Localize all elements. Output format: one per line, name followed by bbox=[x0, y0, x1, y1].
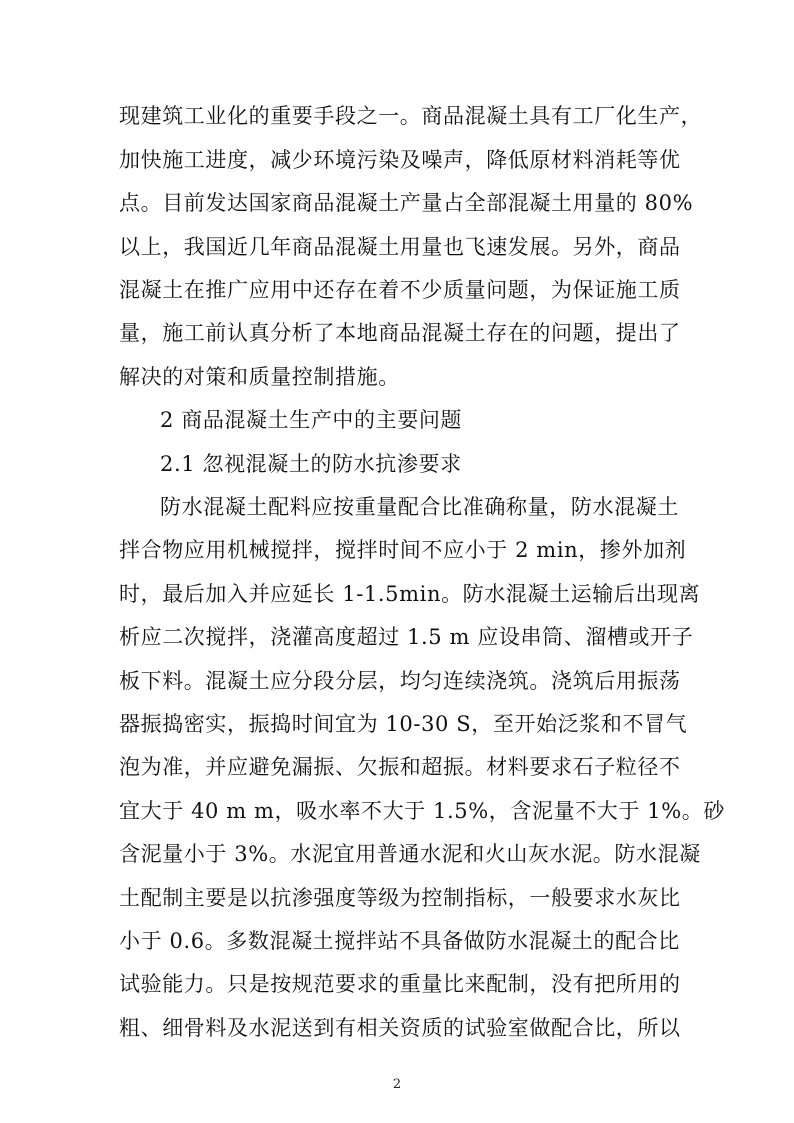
page-number: 2 bbox=[392, 1077, 402, 1092]
subsection-heading: 2.1 忽视混凝土的防水抗渗要求 bbox=[160, 452, 462, 476]
text-line: 点。目前发达国家商品混凝土产量占全部混凝土用量的 80% bbox=[119, 191, 694, 215]
text-line: 防水混凝土配料应按重量配合比准确称量，防水混凝土 bbox=[160, 495, 679, 519]
text-line: 泡为准，并应避免漏振、欠振和超振。材料要求石子粒径不 bbox=[119, 755, 681, 779]
text-line: 小于 0.6。多数混凝土搅拌站不具备做防水混凝土的配合比 bbox=[119, 929, 680, 953]
text-line: 加快施工进度，减少环境污染及噪声，降低原材料消耗等优 bbox=[119, 148, 681, 172]
text-line: 时，最后加入并应延长 1-1.5min。防水混凝土运输后出现离 bbox=[119, 582, 701, 606]
text-line: 粗、细骨料及水泥送到有相关资质的试验室做配合比，所以 bbox=[119, 1016, 681, 1040]
text-line: 板下料。混凝土应分段分层，均匀连续浇筑。浇筑后用振荡 bbox=[119, 669, 681, 693]
text-line: 宜大于 40 m m，吸水率不大于 1.5%，含泥量不大于 1%。砂 bbox=[119, 799, 725, 823]
text-line: 器振捣密实，振捣时间宜为 10-30 S，至开始泛浆和不冒气 bbox=[119, 712, 688, 736]
text-line: 解决的对策和质量控制措施。 bbox=[119, 365, 400, 389]
text-line: 土配制主要是以抗渗强度等级为控制指标，一般要求水灰比 bbox=[119, 886, 681, 910]
text-line: 试验能力。只是按规范要求的重量比来配制，没有把所用的 bbox=[119, 972, 681, 996]
text-line: 拌合物应用机械搅拌，搅拌时间不应小于 2 min，掺外加剂 bbox=[119, 538, 687, 562]
text-line: 析应二次搅拌，浇灌高度超过 1.5 m 应设串筒、溜槽或开子 bbox=[119, 625, 694, 649]
section-heading: 2 商品混凝土生产中的主要问题 bbox=[160, 408, 463, 432]
text-line: 以上，我国近几年商品混凝土用量也飞速发展。另外，商品 bbox=[119, 235, 681, 259]
text-line: 含泥量小于 3%。水泥宜用普通水泥和火山灰水泥。防水混凝 bbox=[119, 842, 701, 866]
text-line: 量，施工前认真分析了本地商品混凝土存在的问题，提出了 bbox=[119, 321, 681, 345]
text-line: 混凝土在推广应用中还存在着不少质量问题，为保证施工质 bbox=[119, 278, 681, 302]
text-line: 现建筑工业化的重要手段之一。商品混凝土具有工厂化生产， bbox=[119, 104, 703, 128]
